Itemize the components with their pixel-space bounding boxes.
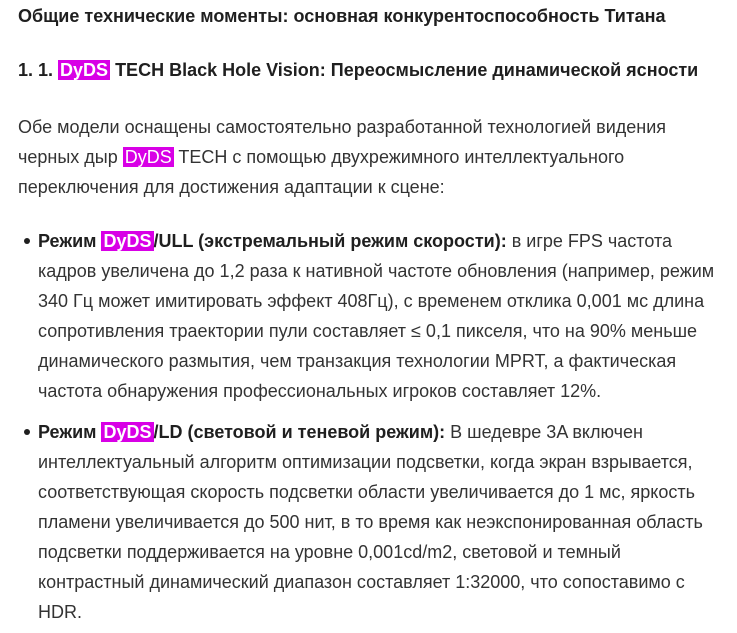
mode-label-before: Режим — [38, 231, 102, 251]
dyds-highlight: DyDS — [103, 422, 152, 442]
mode-label — [38, 231, 507, 251]
intro-text-after: TECH с помощью двухрежимного интеллектуального переключения для достижения адаптации к сцене: — [18, 147, 625, 197]
section-title: TECH Black Hole Vision: Переосмысление динамической ясности — [110, 60, 699, 80]
section-number: 1. 1. — [18, 60, 54, 80]
mode-description: в игре FPS частота кадров увеличена до 1,2 раза к нативной частоте обновления (например, режим 340 Гц может имитировать эффект 408Гц), с временем отклика 0,001 мс длина сопротивления траектории пули составляет ≤ 0,1 пикселя, что на 90% меньше динамического размытия, чем транзакция технологии MPRT, а фактическая частота обнаружения профессиональных игроков составляет 12%. — [38, 231, 715, 401]
bullet-icon — [24, 429, 30, 435]
intro-text-before: Обе модели оснащены самостоятельно разработанной технологией видения черных дыр — [18, 117, 667, 167]
list-item — [38, 226, 719, 406]
section-heading — [18, 58, 719, 82]
dyds-highlight: DyDS — [60, 60, 109, 80]
document-title: Общие технические моменты: основная конкурентоспособность Титана — [18, 6, 666, 26]
mode-label-after: /ULL (экстремальный режим скорости): — [153, 231, 507, 251]
bullet-icon — [24, 238, 30, 244]
mode-label-before: Режим — [38, 422, 102, 442]
mode-label — [38, 422, 445, 442]
dyds-highlight: DyDS — [124, 147, 172, 167]
feature-list — [18, 226, 719, 627]
list-item — [38, 417, 719, 627]
intro-paragraph — [18, 112, 719, 202]
dyds-highlight: DyDS — [103, 231, 152, 251]
mode-label-after: /LD (световой и теневой режим): — [153, 422, 446, 442]
mode-description: В шедевре 3A включен интеллектуальный алгоритм оптимизации подсветки, когда экран взрывается, соответствующая скорость подсветки области увеличивается до 1 мс, яркость пламени увеличивается до 500 нит, в то время как неэкспонированная область подсветки поддерживается на уровне 0,001cd/m2, световой и темный контрастный динамический диапазон составляет 1:32000, что сопоставимо с HDR. — [38, 422, 703, 622]
